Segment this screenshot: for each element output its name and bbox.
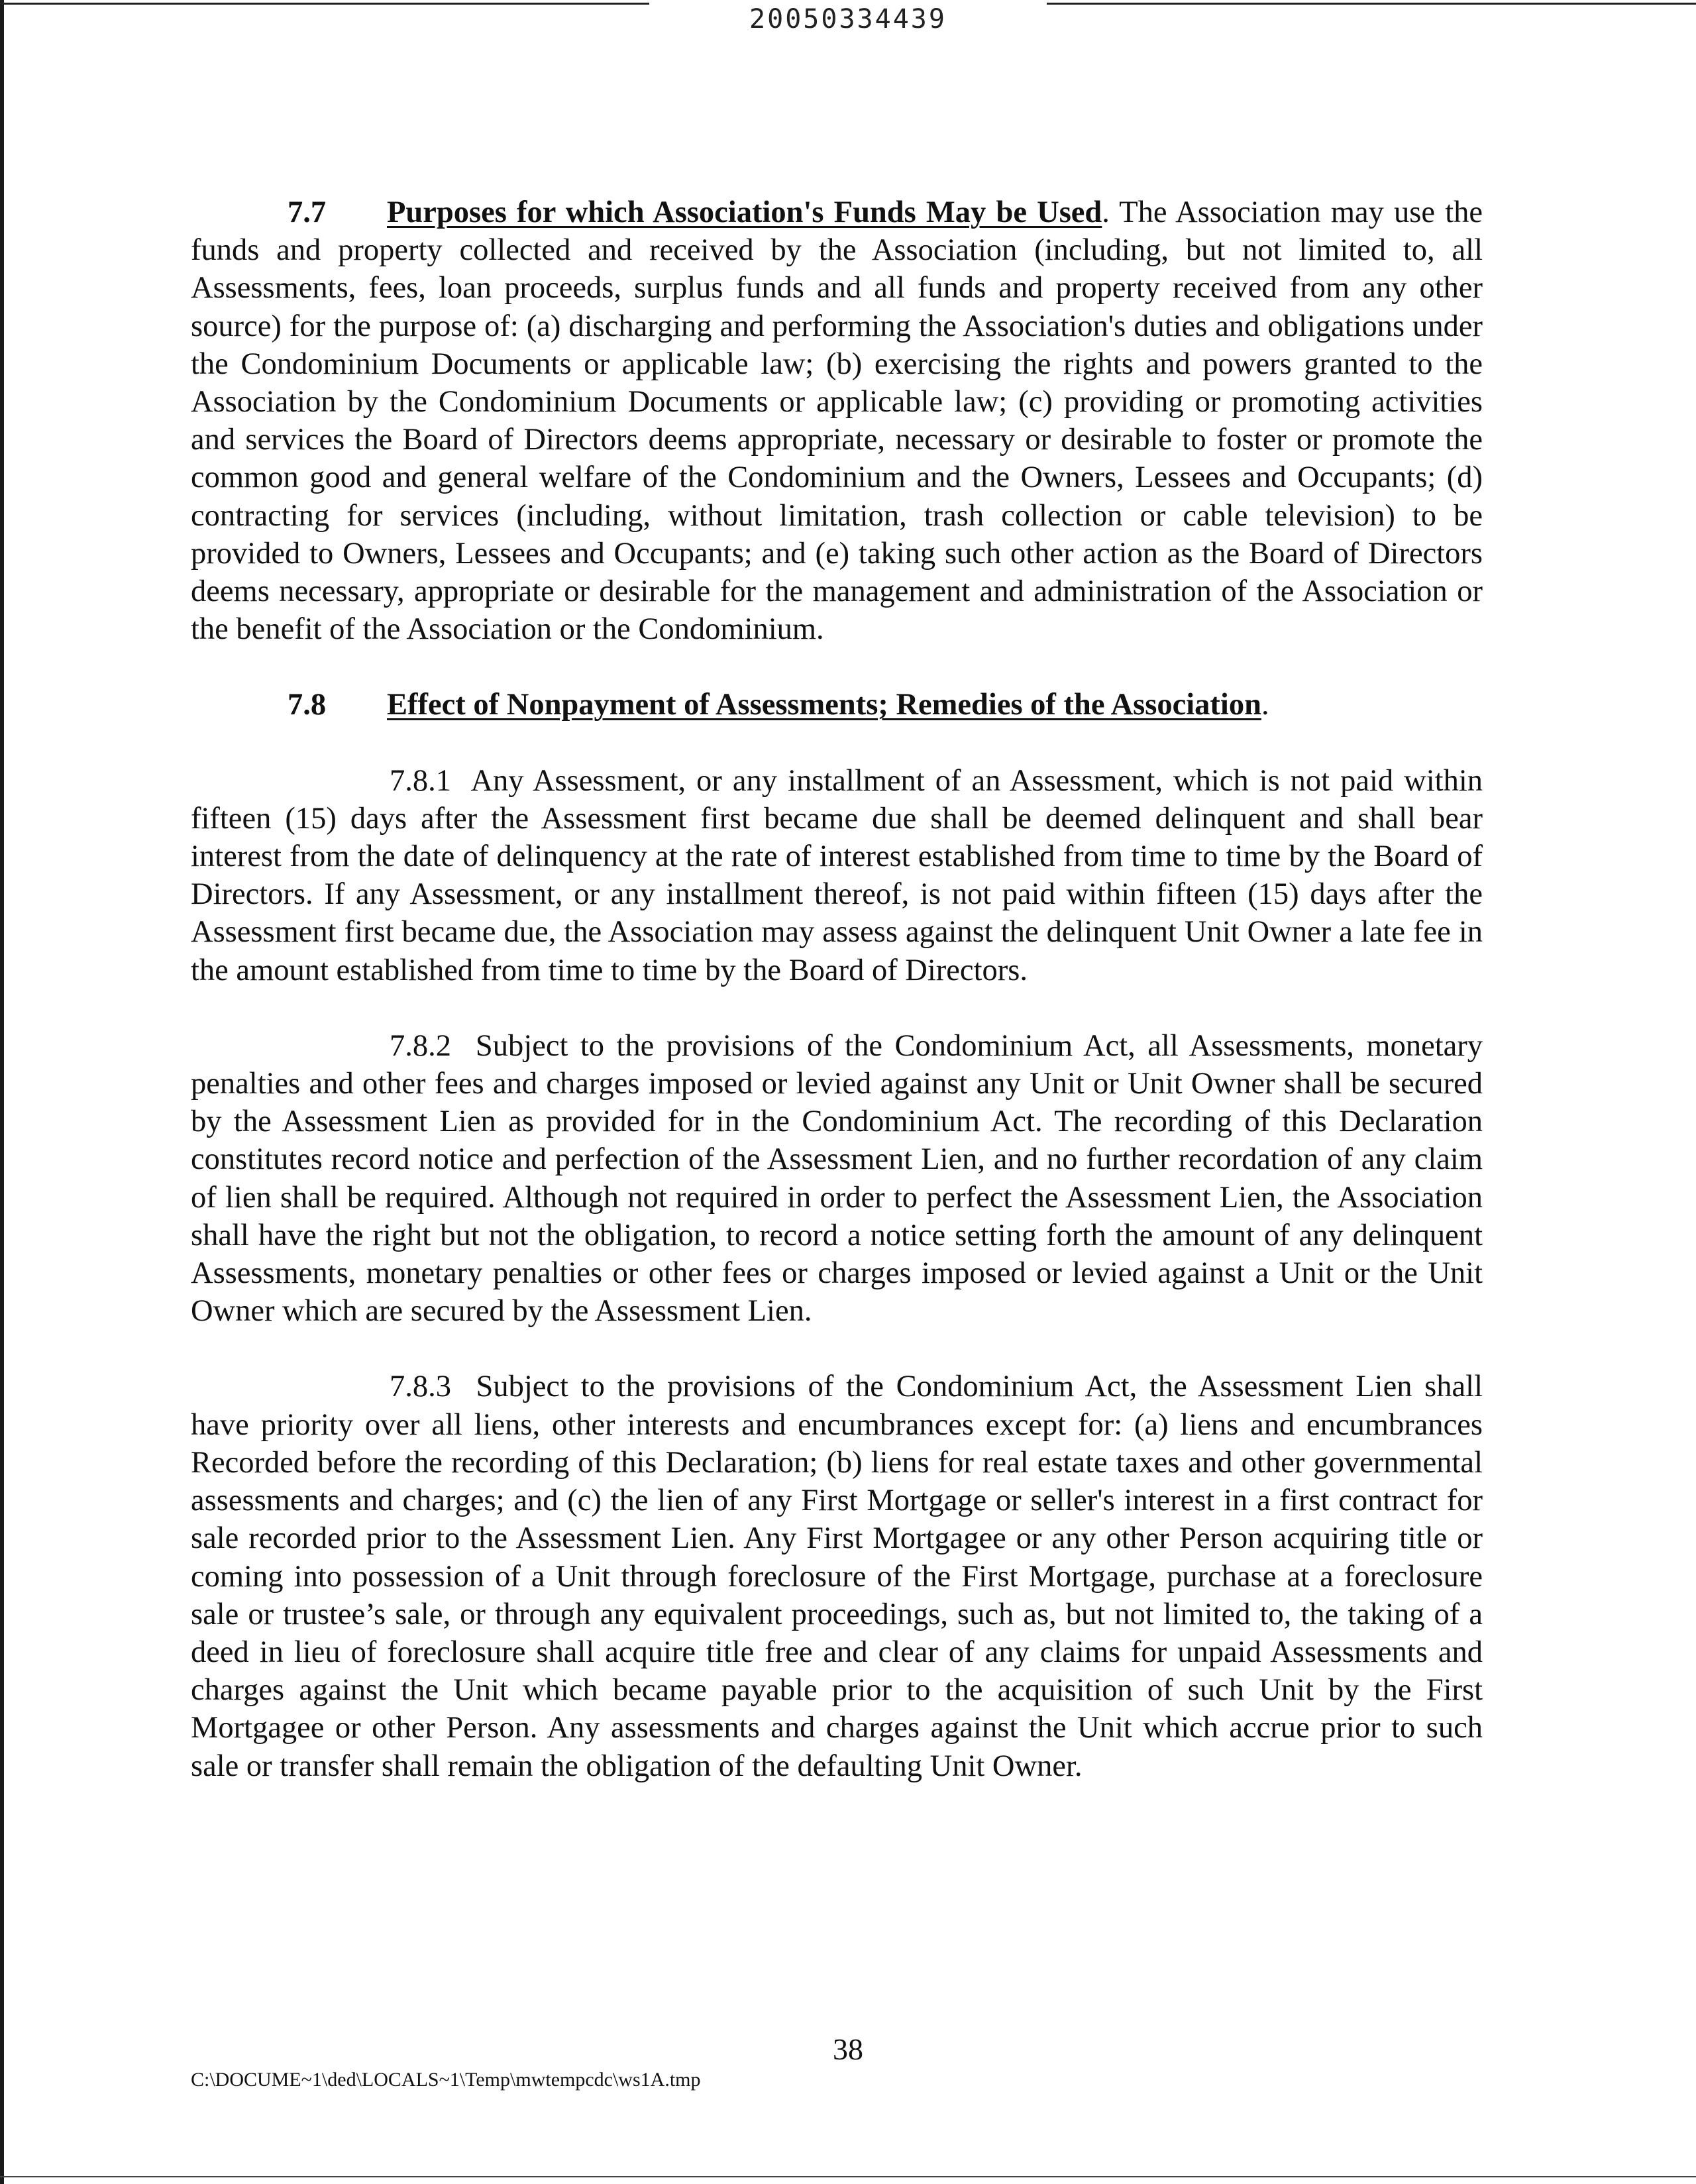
section-7-7-title: Purposes for which Association's Funds May be Used <box>387 195 1102 229</box>
subsection-7-8-1-text: Any Assessment, or any installment of an Assessment, which is not paid within fifteen (15) days after the Assessment first became due shall be deemed delinquent and shall bear interest from the date of delinquency at the rate of interest established from time to time by the Board of Directors. If any Assessment, or any installment thereof, is not paid within fifteen (15) days after the Assessment first became due, the Association may assess against the delinquent Unit Owner a late fee in the amount established from time to time by the Board of Directors. <box>191 763 1483 987</box>
subsection-7-8-3-text: Subject to the provisions of the Condominium Act, the Assessment Lien shall have priority over all liens, other interests and encumbrances except for: (a) liens and encumbrances Recorded before the recording of this Declaration; (b) liens for real estate taxes and other governmental assessments and charges; and (c) the lien of any First Mortgage or seller's interest in a first contract for sale recorded prior to the Assessment Lien. Any First Mortgagee or any other Person acquiring title or coming into possession of a Unit through foreclosure of the First Mortgage, purchase at a foreclosure sale or trustee’s sale, or through any equivalent proceedings, such as, but not limited to, the taking of a deed in lieu of foreclosure shall acquire title free and clear of any claims for unpaid Assessments and charges against the Unit which became payable prior to the acquisition of such Unit by the First Mortgagee or other Person. Any assessments and charges against the Unit which accrue prior to such sale or transfer shall remain the obligation of the defaulting Unit Owner. <box>191 1370 1483 1783</box>
subsection-7-8-2-number: 7.8.2 <box>390 1028 451 1063</box>
bottom-rule <box>0 2176 1696 2177</box>
subsection-7-8-2-text: Subject to the provisions of the Condominium Act, all Assessments, monetary penalties and other fees and charges imposed or levied against any Unit or Unit Owner shall be secured by the Assessment Lien as provided for in the Condominium Act. The recording of this Declaration constitutes record notice and perfection of the Assessment Lien, and no further recordation of any claim of lien shall be required. Although not required in order to perfect the Assessment Lien, the Association shall have the right but not the obligation, to record a notice setting forth the amount of any delinquent Assessments, monetary penalties or other fees or charges imposed or levied against a Unit or the Unit Owner which are secured by the Assessment Lien. <box>191 1028 1483 1329</box>
file-path-footer: C:\DOCUME~1\ded\LOCALS~1\Temp\mwtempcdc\ws1A.tmp <box>191 2069 701 2091</box>
subsection-7-8-1-number: 7.8.1 <box>390 763 451 798</box>
section-7-8-heading <box>191 686 1483 724</box>
subsection-7-8-1 <box>191 762 1483 989</box>
section-7-8-number: 7.8 <box>288 688 327 722</box>
section-7-7-number: 7.7 <box>288 195 327 229</box>
page-number: 38 <box>833 2032 863 2066</box>
document-body <box>191 193 1483 1785</box>
section-7-8-title-suffix: . <box>1261 688 1269 722</box>
section-7-8-title: Effect of Nonpayment of Assessments; Remedies of the Association <box>387 688 1261 722</box>
document-id: 20050334439 <box>749 4 947 34</box>
section-7-7 <box>191 193 1483 648</box>
section-7-7-body: . The Association may use the funds and property collected and received by the Association (including, but not limited to, all Assessments, fees, loan proceeds, surplus funds and all funds and property received from any other source) for the purpose of: (a) discharging and performing the Association's duties and obligations under the Condominium Documents or applicable law; (b) exercising the rights and powers granted to the Association by the Condominium Documents or applicable law; (c) providing or promoting activities and services the Board of Directors deems appropriate, necessary or desirable to foster or promote the common good and general welfare of the Condominium and the Owners, Lessees and Occupants; (d) contracting for services (including, without limitation, trash collection or cable television) to be provided to Owners, Lessees and Occupants; and (e) taking such other action as the Board of Directors deems necessary, appropriate or desirable for the management and administration of the Association or the benefit of the Association or the Condominium. <box>191 195 1483 647</box>
subsection-7-8-3-number: 7.8.3 <box>390 1370 451 1404</box>
scan-left-edge <box>0 0 4 2184</box>
subsection-7-8-3 <box>191 1368 1483 1784</box>
subsection-7-8-2 <box>191 1027 1483 1331</box>
